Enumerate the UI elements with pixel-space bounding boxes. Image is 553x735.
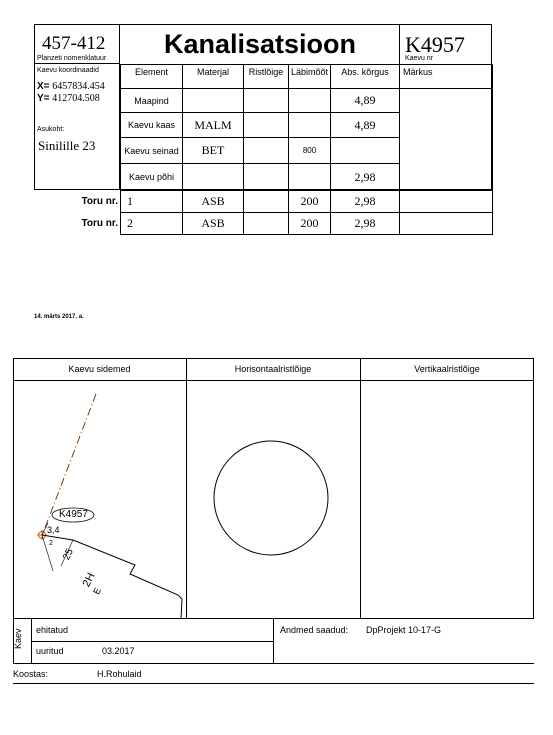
row-1-material: MALM bbox=[182, 112, 244, 138]
footer-mid-divider bbox=[273, 619, 274, 664]
footer-author-value: H.Rohulaid bbox=[97, 669, 142, 679]
well-no-label: Kaevu nr bbox=[405, 55, 434, 62]
well-no: K4957 bbox=[405, 32, 465, 57]
row-3-diameter bbox=[288, 163, 331, 191]
col-title-connections: Kaevu sidemed bbox=[68, 364, 131, 374]
pipe-1-material: ASB bbox=[182, 212, 244, 235]
footer-data-label: Andmed saadud: bbox=[280, 625, 349, 635]
col-header-3: Läbimõõt bbox=[288, 64, 331, 89]
row-2-cross bbox=[243, 137, 289, 164]
pipe-label-1: Toru nr. bbox=[81, 218, 118, 229]
col-header-1: Materjal bbox=[182, 64, 244, 89]
row-0-elev: 4,89 bbox=[330, 88, 400, 113]
row-3-material bbox=[182, 163, 244, 191]
footer-author-label: Koostas: bbox=[13, 669, 49, 679]
sketch-well-label: K4957 bbox=[59, 509, 88, 520]
x-label: X= bbox=[37, 81, 50, 92]
horizontal-section bbox=[186, 381, 360, 619]
date-text: 14. märts 2017. a. bbox=[34, 314, 84, 320]
plan-code-box bbox=[34, 24, 120, 64]
pipe-0-material: ASB bbox=[182, 190, 244, 213]
row-0-element: Maapind bbox=[120, 88, 183, 113]
pipe-0-no: 1 bbox=[120, 190, 183, 213]
row-2-element: Kaevu seinad bbox=[120, 137, 183, 164]
x-coordinate bbox=[37, 81, 105, 92]
sketch-dim-3: 25 bbox=[61, 547, 76, 562]
location-label: Asukoht: bbox=[37, 126, 65, 133]
row-2-diameter: 800 bbox=[288, 137, 331, 164]
page-title: Kanalisatsioon bbox=[163, 28, 357, 59]
pipe-0-diameter: 200 bbox=[288, 190, 331, 213]
pipe-1-remark bbox=[399, 212, 493, 235]
col-header-0: Element bbox=[120, 64, 183, 89]
sketch-dim-1: 3,4 bbox=[47, 525, 60, 535]
well-cross-section-circle bbox=[214, 441, 328, 555]
row-1-diameter bbox=[288, 112, 331, 138]
row-3-element: Kaevu põhi bbox=[120, 163, 183, 191]
pipe-1-diameter: 200 bbox=[288, 212, 331, 235]
footer-built-label: ehitatud bbox=[36, 625, 69, 635]
footer-surveyed-label: uuritud bbox=[36, 646, 64, 656]
x-value: 6457834.454 bbox=[52, 81, 105, 92]
sketch-dim-2: 2 bbox=[49, 540, 53, 547]
footer-bottom-line bbox=[13, 683, 534, 684]
row-1-cross bbox=[243, 112, 289, 138]
remarks-cell bbox=[399, 88, 493, 191]
sketch-house-label-2: E bbox=[91, 586, 103, 596]
coords-label: Kaevu koordinaadid bbox=[37, 67, 99, 74]
coords-panel bbox=[34, 64, 120, 190]
pipe-1-cross bbox=[243, 212, 289, 235]
pipe-1-no: 2 bbox=[120, 212, 183, 235]
col-header-5: Märkus bbox=[399, 64, 493, 89]
col-header-4: Abs. kõrgus bbox=[330, 64, 400, 89]
col-header-2: Ristlõige bbox=[243, 64, 289, 89]
col-title-horizontal: Horisontaalristlõige bbox=[234, 364, 312, 374]
pipe-0-cross bbox=[243, 190, 289, 213]
row-2-material: BET bbox=[182, 137, 244, 164]
row-2-elev bbox=[330, 137, 400, 164]
connections-sketch bbox=[13, 381, 186, 619]
drawing-col-divider-2 bbox=[360, 358, 361, 619]
row-3-cross bbox=[243, 163, 289, 191]
pipe-label-0: Toru nr. bbox=[81, 196, 118, 207]
y-coordinate bbox=[37, 93, 100, 104]
row-3-elev: 2,98 bbox=[330, 163, 400, 191]
pipe-1-elev: 2,98 bbox=[330, 212, 400, 235]
row-1-elev: 4,89 bbox=[330, 112, 400, 138]
pipe-0-remark bbox=[399, 190, 493, 213]
footer-side-label: Kaev bbox=[13, 628, 23, 649]
row-0-material bbox=[182, 88, 244, 113]
footer-data-value: DpProjekt 10-17-G bbox=[366, 625, 442, 635]
location-value: Sinilille 23 bbox=[38, 138, 96, 153]
row-1-element: Kaevu kaas bbox=[120, 112, 183, 138]
well-no-box bbox=[399, 24, 492, 64]
y-value: 412704.508 bbox=[52, 93, 100, 104]
building-outline bbox=[42, 535, 182, 619]
plan-code-label: Planzeti nomenklatuur bbox=[37, 55, 107, 62]
footer-surveyed-value: 03.2017 bbox=[102, 646, 135, 656]
plan-code: 457-412 bbox=[42, 33, 106, 54]
row-0-diameter bbox=[288, 88, 331, 113]
col-title-vertical: Vertikaalristlõige bbox=[414, 364, 480, 374]
footer-row-divider bbox=[31, 641, 273, 642]
sketch-house-label: 2H bbox=[80, 571, 98, 589]
y-label: Y= bbox=[37, 93, 50, 104]
row-0-cross bbox=[243, 88, 289, 113]
pipe-0-elev: 2,98 bbox=[330, 190, 400, 213]
